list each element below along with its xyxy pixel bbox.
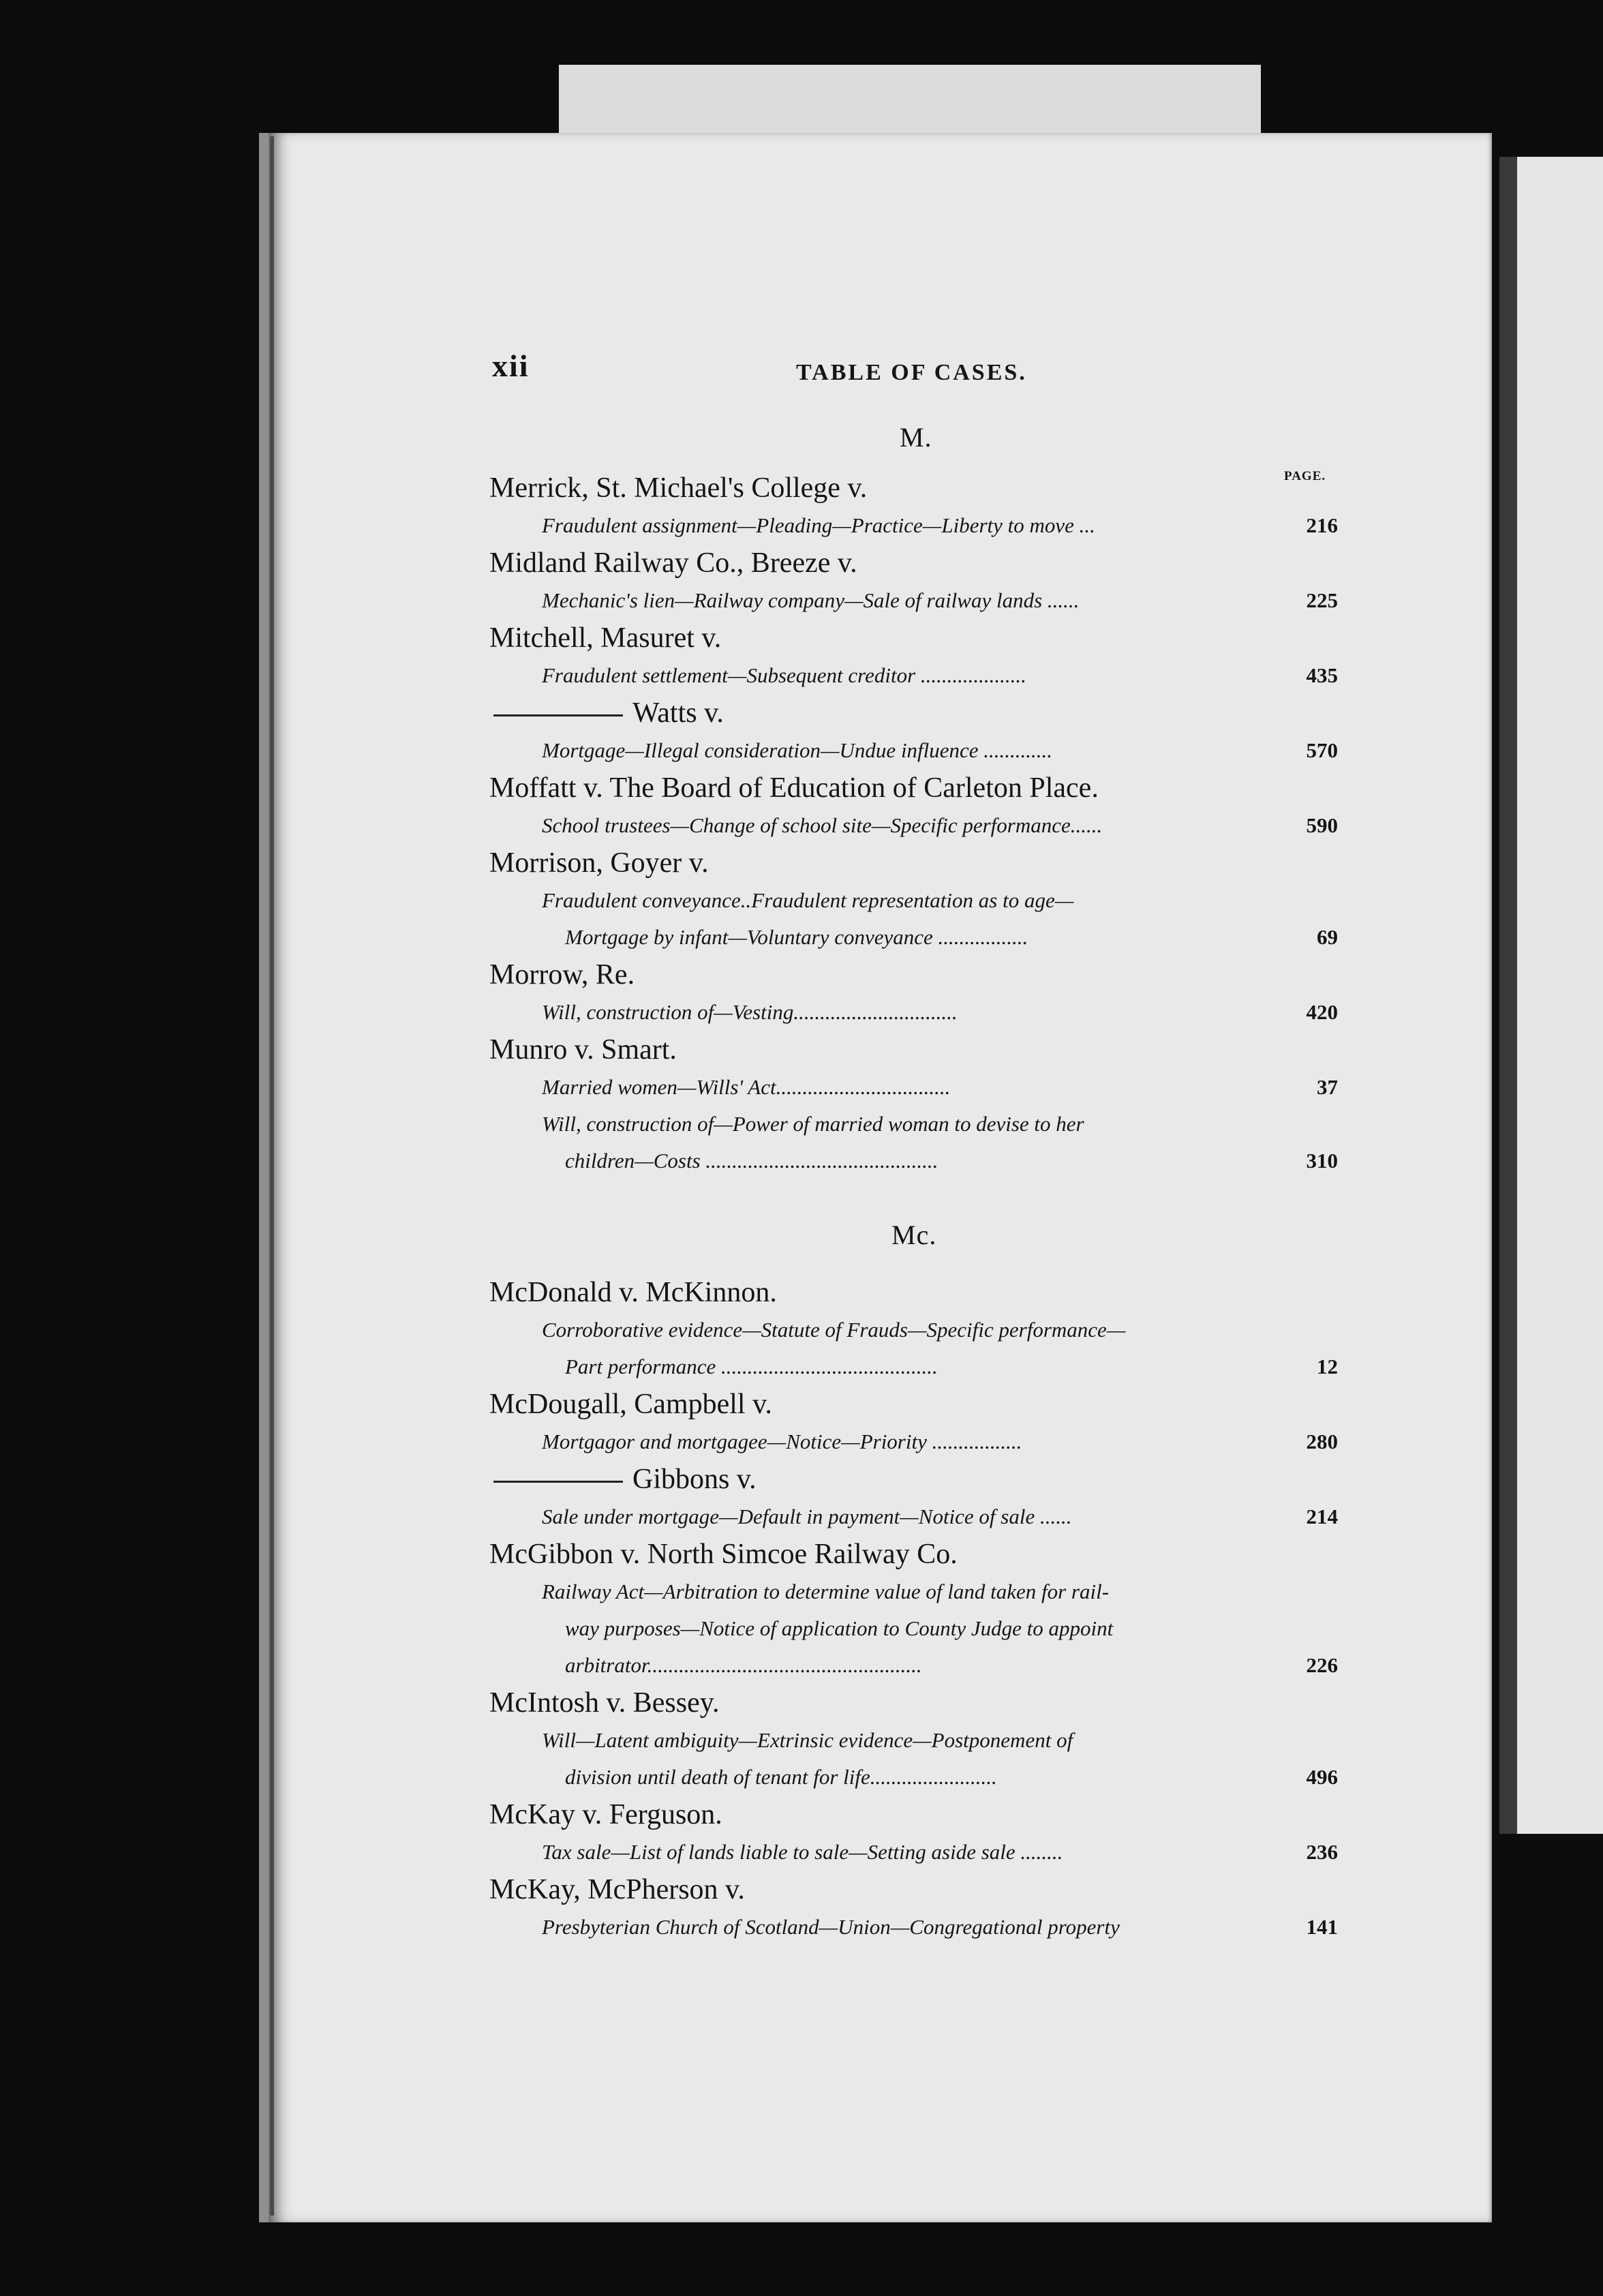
page-column-label: PAGE. (1284, 469, 1326, 483)
page-reference: 236 (1306, 1840, 1338, 1864)
case-name (489, 1535, 1338, 1573)
page-reference: 496 (1306, 1765, 1338, 1789)
page-reference: 226 (1306, 1653, 1338, 1677)
section-heading-mc: Mc. (891, 1220, 937, 1250)
case-note (489, 994, 1338, 1031)
page-reference: 141 (1306, 1915, 1338, 1939)
note-line: children—Costs ............................................ (565, 1149, 938, 1173)
case-name-text: McKay, McPherson v. (489, 1874, 745, 1905)
page-reference: 310 (1306, 1149, 1338, 1173)
note-line: Mortgage—Illegal consideration—Undue influence ............. (542, 738, 1053, 762)
note-line: Fraudulent conveyance..Fraudulent representation as to age— (542, 888, 1074, 912)
case-name (489, 1385, 1338, 1423)
case-name (489, 1273, 1338, 1312)
case-name (489, 1684, 1338, 1722)
case-name (489, 844, 1338, 882)
note-line: Tax sale—List of lands liable to sale—Setting aside sale ........ (542, 1840, 1063, 1864)
case-name (489, 1460, 1338, 1498)
note-line: Will, construction of—Power of married woman to devise to her (542, 1112, 1084, 1136)
note-line: Corroborative evidence—Statute of Frauds—Specific performance— (542, 1318, 1126, 1342)
page-reference: 37 (1317, 1075, 1338, 1099)
note-line: arbitrator.................................................... (565, 1653, 922, 1677)
case-name-text: McDougall, Campbell v. (489, 1389, 772, 1420)
case-name-text: Mitchell, Masuret v. (489, 622, 722, 654)
running-title: TABLE OF CASES. (796, 360, 1027, 385)
note-line: Will—Latent ambiguity—Extrinsic evidence—Postponement of (542, 1728, 1073, 1752)
note-line: Mechanic's lien—Railway company—Sale of railway lands ...... (542, 588, 1080, 612)
case-note (489, 582, 1338, 619)
case-name-text: McGibbon v. North Simcoe Railway Co. (489, 1539, 958, 1570)
page-binding-edge (270, 136, 274, 2216)
case-name-text: Munro v. Smart. (489, 1034, 677, 1066)
note-line: way purposes—Notice of application to County Judge to appoint (565, 1616, 1114, 1640)
case-name-text: Midland Railway Co., Breeze v. (489, 547, 857, 579)
case-name-text: Moffatt v. The Board of Education of Carleton Place. (489, 772, 1099, 804)
case-note (489, 732, 1338, 769)
case-name-text: McKay v. Ferguson. (489, 1799, 722, 1830)
case-note (489, 807, 1338, 844)
case-name (489, 1796, 1338, 1834)
page-reference: 570 (1306, 738, 1338, 762)
case-note (489, 882, 1338, 956)
page-reference: 225 (1306, 588, 1338, 612)
case-note (489, 1312, 1338, 1385)
case-name (489, 619, 1338, 657)
case-note (489, 657, 1338, 694)
note-line: Mortgage by infant—Voluntary conveyance ................. (565, 925, 1028, 949)
page-reference: 214 (1306, 1505, 1338, 1528)
page-reference: 69 (1317, 925, 1338, 949)
case-note (489, 1909, 1338, 1946)
note-line: Fraudulent assignment—Pleading—Practice—Liberty to move ... (542, 513, 1095, 537)
case-note (489, 1834, 1338, 1871)
note-line: Mortgagor and mortgagee—Notice—Priority ................. (542, 1430, 1022, 1453)
note-line: School trustees—Change of school site—Specific performance...... (542, 813, 1103, 837)
page-reference: 216 (1306, 513, 1338, 537)
note-line: Will, construction of—Vesting............................... (542, 1000, 958, 1024)
case-name-text: Merrick, St. Michael's College v. (489, 472, 868, 504)
note-line: Part performance ......................................... (565, 1355, 938, 1378)
case-note (489, 1069, 1338, 1106)
note-line: Sale under mortgage—Default in payment—Notice of sale ...... (542, 1505, 1072, 1528)
case-note (489, 1573, 1338, 1684)
page-reference: 590 (1306, 813, 1338, 837)
repeat-dash (493, 714, 623, 716)
case-name (489, 469, 1338, 507)
case-note (489, 1722, 1338, 1796)
page-reference: 12 (1317, 1355, 1338, 1378)
case-name-text: Morrow, Re. (489, 959, 635, 991)
page-reference: 435 (1306, 663, 1338, 687)
case-name-text: McDonald v. McKinnon. (489, 1277, 777, 1308)
note-line: Married women—Wills' Act................................. (542, 1075, 951, 1099)
note-line: Presbyterian Church of Scotland—Union—Congregational property (542, 1915, 1120, 1939)
repeat-dash (493, 1481, 623, 1483)
case-name (489, 1031, 1338, 1069)
page-reference: 280 (1306, 1430, 1338, 1453)
case-name (489, 694, 1338, 732)
case-name (489, 769, 1338, 807)
case-note (489, 1423, 1338, 1460)
page-number: xii (492, 348, 530, 383)
case-note (489, 507, 1338, 544)
note-line: division until death of tenant for life........................ (565, 1765, 997, 1789)
case-name-text: Gibbons v. (632, 1464, 757, 1495)
page-reference: 420 (1306, 1000, 1338, 1024)
case-name (489, 1871, 1338, 1909)
case-name-text: Morrison, Goyer v. (489, 847, 709, 879)
case-name-text: McIntosh v. Bessey. (489, 1687, 720, 1719)
case-note (489, 1106, 1338, 1179)
case-note (489, 1498, 1338, 1535)
note-line: Railway Act—Arbitration to determine value of land taken for rail- (542, 1580, 1110, 1603)
case-name-text: Watts v. (632, 697, 724, 729)
section-mc-entries (489, 1273, 1338, 1946)
case-name (489, 544, 1338, 582)
note-line: Fraudulent settlement—Subsequent creditor .................... (542, 663, 1026, 687)
section-m-entries (489, 469, 1338, 1179)
adjacent-page-edge (1499, 157, 1603, 1834)
section-heading-m: M. (900, 422, 932, 453)
case-name (489, 956, 1338, 994)
